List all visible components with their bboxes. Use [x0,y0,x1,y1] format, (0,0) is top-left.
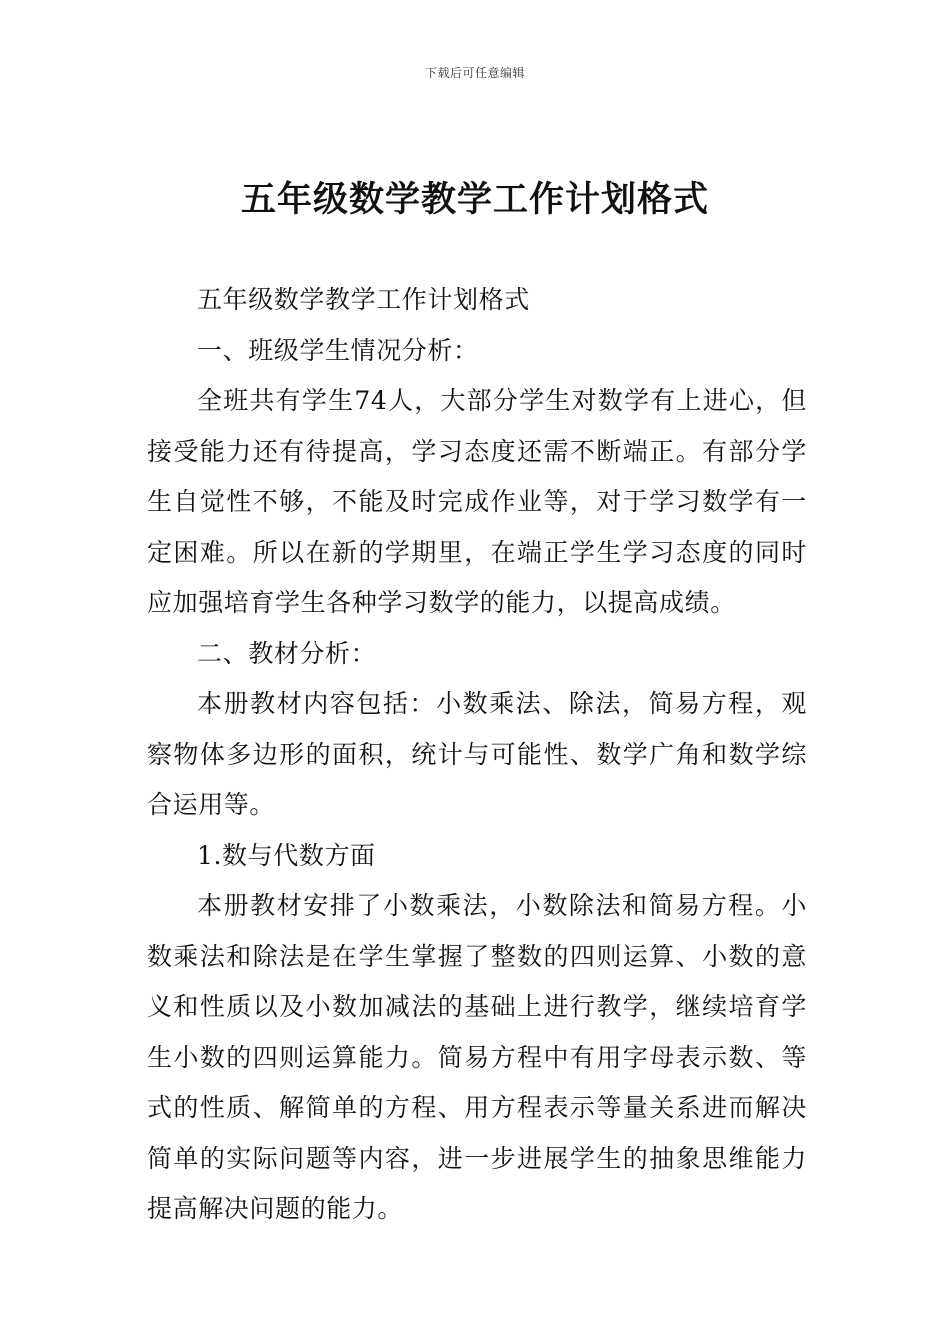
subsection-heading-number-algebra: 1.数与代数方面 [197,840,376,870]
header-note: 下载后可任意编辑 [424,66,525,80]
section-heading-textbook-analysis: 二、教材分析： [197,638,377,668]
subtitle-paragraph: 五年级数学教学工作计划格式 [197,285,530,314]
document-title: 五年级数学教学工作计划格式 [240,180,709,220]
paragraph-class-analysis: 全班共有学生74人，大部分学生对数学有上进心，但接受能力还有待提高，学习态度还需不断端正。有部分学生自觉性不够，不能及时完成作业等，对于学习数学有一定困难。所以在新的学期里，在端正学生学习态度的同时应加强培育学生各种学习数学的能力，以提高成绩。 [147,386,807,617]
section-heading-class-analysis: 一、班级学生情况分析： [197,335,479,365]
paragraph-textbook-content: 本册教材内容包括：小数乘法、除法，简易方程，观察物体多边形的面积，统计与可能性、数学广角和数学综合运用等。 [147,689,807,819]
document-body [147,275,807,1235]
paragraph-number-algebra: 本册教材安排了小数乘法，小数除法和简易方程。小数乘法和除法是在学生掌握了整数的四则运算、小数的意义和性质以及小数加减法的基础上进行教学，继续培育学生小数的四则运算能力。简易方程中有用字母表示数、等式的性质、解简单的方程、用方程表示等量关系进而解决简单的实际问题等内容，进一步进展学生的抽象思维能力提高解决问题的能力。 [147,891,807,1223]
